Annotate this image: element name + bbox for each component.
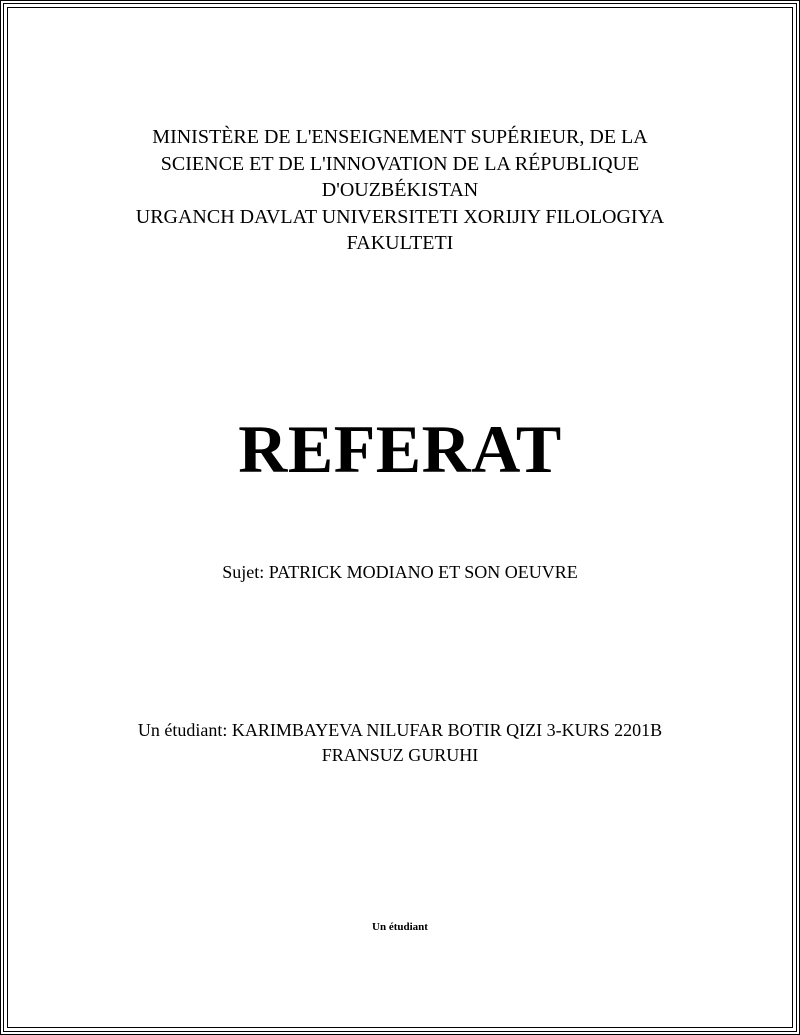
header-line-4: URGANCH DAVLAT UNIVERSITETI XORIJIY FILOLOGIYA (135, 205, 665, 228)
header-line-5: FAKULTETI (346, 232, 454, 254)
header-line-2: SCIENCE ET DE L'INNOVATION DE LA RÉPUBLIQUE (160, 152, 640, 175)
header-line-1: MINISTÈRE DE L'ENSEIGNEMENT SUPÉRIEUR, DE LA (152, 126, 648, 148)
document-title: REFERAT (238, 411, 562, 487)
student-line-2: FRANSUZ GURUHI (321, 745, 479, 765)
institution-header (94, 124, 706, 257)
student-info (104, 718, 696, 768)
footer-note: Un étudiant (372, 921, 428, 933)
header-line-3: D'OUZBÉKISTAN (321, 179, 479, 201)
subject-line: Sujet: PATRICK MODIANO ET SON OEUVRE (222, 562, 578, 582)
student-line-1: Un étudiant: KARIMBAYEVA NILUFAR BOTIR QIZI 3-KURS 2201B (137, 720, 663, 740)
